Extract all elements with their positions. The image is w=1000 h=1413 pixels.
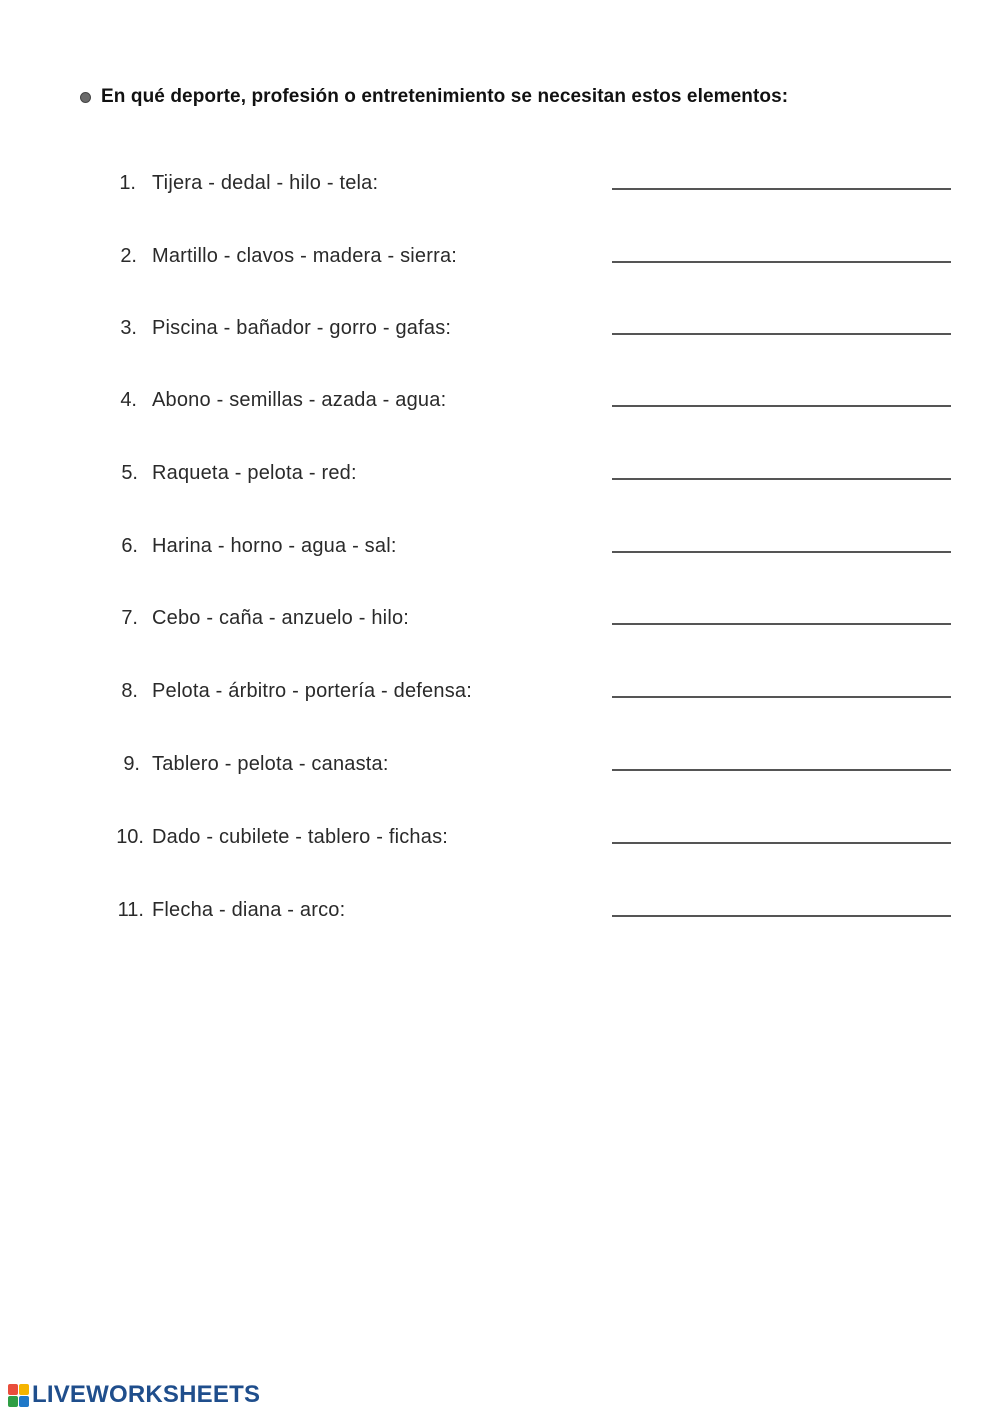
item-number: 6. bbox=[121, 535, 138, 557]
item-number: 8. bbox=[121, 680, 138, 702]
logo-block bbox=[19, 1384, 29, 1395]
answer-field[interactable] bbox=[612, 623, 951, 625]
exercise-item-11 bbox=[0, 897, 1000, 927]
answer-field[interactable] bbox=[612, 261, 951, 263]
item-text: Martillo - clavos - madera - sierra: bbox=[152, 245, 458, 267]
answer-field[interactable] bbox=[612, 696, 951, 698]
item-text: Dado - cubilete - tablero - fichas: bbox=[152, 826, 449, 848]
item-number: 7. bbox=[121, 607, 138, 629]
item-number: 1. bbox=[119, 172, 136, 194]
item-number: 2. bbox=[120, 245, 137, 267]
exercise-item-5 bbox=[0, 460, 1000, 490]
exercise-item-7 bbox=[0, 605, 1000, 635]
instruction-text: En qué deporte, profesión o entretenimiento se necesitan estos elementos: bbox=[101, 86, 789, 107]
instruction-heading bbox=[80, 86, 788, 108]
answer-field[interactable] bbox=[612, 915, 951, 917]
answer-field[interactable] bbox=[612, 405, 951, 407]
item-number: 3. bbox=[120, 317, 137, 339]
item-text: Pelota - árbitro - portería - defensa: bbox=[152, 680, 472, 702]
logo-block bbox=[8, 1396, 18, 1407]
item-number: 5. bbox=[121, 462, 138, 484]
answer-field[interactable] bbox=[612, 333, 951, 335]
item-text: Cebo - caña - anzuelo - hilo: bbox=[152, 607, 410, 629]
exercise-item-6 bbox=[0, 533, 1000, 563]
item-number: 4. bbox=[120, 389, 137, 411]
logo-block bbox=[8, 1384, 18, 1395]
item-text: Abono - semillas - azada - agua: bbox=[152, 389, 447, 411]
answer-field[interactable] bbox=[612, 478, 951, 480]
item-text: Tijera - dedal - hilo - tela: bbox=[152, 172, 379, 194]
exercise-item-1 bbox=[0, 170, 1000, 200]
item-text: Harina - horno - agua - sal: bbox=[152, 535, 397, 557]
exercise-item-10 bbox=[0, 824, 1000, 854]
exercise-item-9 bbox=[0, 751, 1000, 781]
answer-field[interactable] bbox=[612, 842, 951, 844]
item-number: 9. bbox=[123, 753, 140, 775]
item-number: 10. bbox=[116, 826, 144, 848]
answer-field[interactable] bbox=[612, 551, 951, 553]
exercise-item-2 bbox=[0, 243, 1000, 273]
liveworksheets-logo bbox=[8, 1382, 260, 1408]
item-text: Piscina - bañador - gorro - gafas: bbox=[152, 317, 452, 339]
logo-text: LIVEWORKSHEETS bbox=[32, 1381, 261, 1408]
item-number: 11. bbox=[117, 899, 144, 921]
logo-block bbox=[19, 1396, 29, 1407]
answer-field[interactable] bbox=[612, 769, 951, 771]
answer-field[interactable] bbox=[612, 188, 951, 190]
item-text: Raqueta - pelota - red: bbox=[152, 462, 357, 484]
exercise-item-3 bbox=[0, 315, 1000, 345]
bullet-icon bbox=[80, 92, 91, 103]
exercise-item-4 bbox=[0, 387, 1000, 417]
item-text: Flecha - diana - arco: bbox=[152, 899, 346, 921]
logo-blocks-icon bbox=[8, 1384, 29, 1407]
exercise-item-8 bbox=[0, 678, 1000, 708]
item-text: Tablero - pelota - canasta: bbox=[152, 753, 389, 775]
